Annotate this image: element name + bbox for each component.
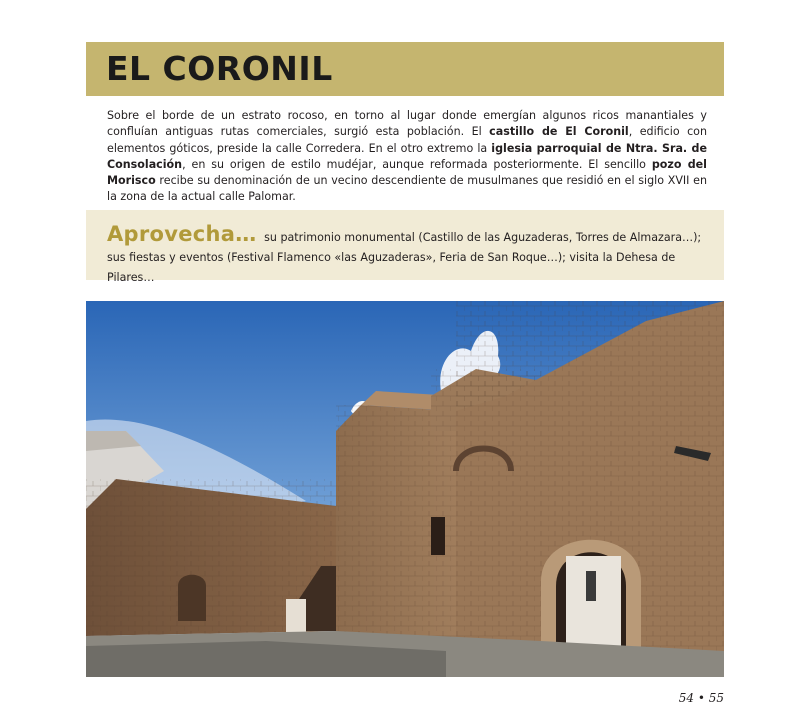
title-bar <box>86 42 724 96</box>
intro-text-2: , edificio con elementos góticos, preside la calle Corredera. En el otro extremo la <box>107 125 707 155</box>
page-numbers: 54 • 55 <box>678 691 724 705</box>
page-title: EL CORONIL <box>106 49 333 88</box>
intro-text-4: recibe su denominación de un vecino descendiente de musulmanes que residió en el siglo XVII en la zona de la actual calle Palomar. <box>107 174 707 204</box>
aprovecha-text: su patrimonio monumental (Castillo de las Aguzaderas, Torres de Almazara…); sus fiestas y eventos (Festival Flamenco «las Aguzaderas», Feria de San Roque…); visita la Dehesa de Pilares… <box>107 231 702 284</box>
intro-text-3: , en su origen de estilo mudéjar, aunque reformada posteriormente. El sencillo <box>182 157 652 171</box>
intro-paragraph <box>107 108 707 206</box>
intro-bold-pozo: pozo del Morisco <box>107 157 707 188</box>
aprovecha-paragraph <box>107 224 711 288</box>
castle-illustration <box>86 301 724 677</box>
intro-bold-iglesia: iglesia parroquial de Ntra. Sra. de Consolación <box>107 141 708 171</box>
castle-photo <box>86 301 724 677</box>
intro-bold-castillo: castillo de El Coronil <box>489 125 629 139</box>
aprovecha-heading: Aprovecha… <box>107 222 257 246</box>
intro-text-1: Sobre el borde de un estrato rocoso, en torno al lugar donde emergían algunos ricos manantiales y confluían antiguas rutas comerciales, surgió esta población. El <box>107 109 707 139</box>
aprovecha-box <box>86 210 724 284</box>
